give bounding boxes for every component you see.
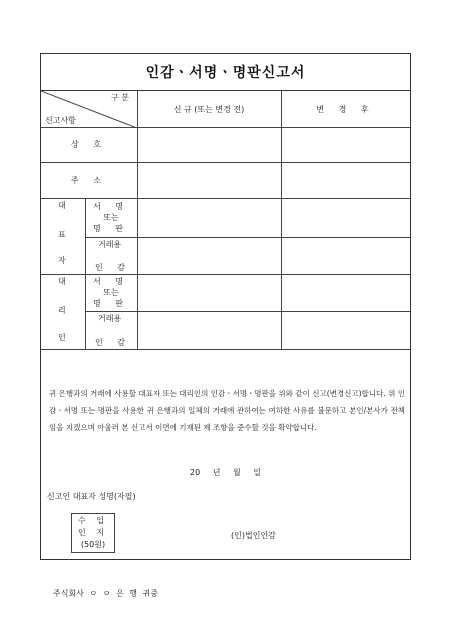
agent-seal-changed[interactable] — [282, 312, 409, 348]
representative-seal-new[interactable] — [138, 238, 280, 273]
agent-sign-new[interactable] — [138, 275, 280, 310]
representative-sign-new[interactable] — [138, 199, 280, 236]
agent-seal-new[interactable] — [138, 312, 280, 348]
company-changed-value[interactable] — [282, 128, 409, 161]
agent-label: 대 리 인 — [58, 277, 66, 342]
address-label: 주 소 — [71, 175, 107, 185]
representative-seal-label: 거래용 인 감 — [95, 240, 131, 272]
header-changed: 변 경 후 — [316, 105, 375, 114]
agent-sign-label: 서 명 또는 명 판 — [93, 277, 129, 308]
representative-label: 대 표 자 — [58, 201, 66, 265]
revenue-stamp-box: 수 입 인 지 (50원) — [71, 513, 115, 553]
agent-sign-changed[interactable] — [282, 275, 409, 310]
bank-addressee: 주식회사 ㅇ ㅇ 은 행 귀중 — [53, 589, 158, 598]
company-label: 상 호 — [71, 140, 107, 149]
representative-sign-label: 서 명 또는 명 판 — [93, 202, 129, 233]
form-title: 인감ㆍ서명ㆍ명판신고서 — [41, 54, 410, 91]
representative-seal-changed[interactable] — [282, 238, 409, 273]
signer-label: 신고인 대표자 성명(자필) — [47, 492, 136, 501]
divider — [41, 349, 410, 350]
representative-sign-changed[interactable] — [282, 199, 409, 236]
declaration-text: 귀 은행과의 거래에 사용할 대표자 또는 대리인의 인감ㆍ서명ㆍ명판을 위와 같이 신고(변경신고)합니다. 위 인감ㆍ서명 또는 명판을 사용한 귀 은행과의 일체의 거래에 관하여는 여하한 사유를 불문하고 본인/본사가 전책임을 지겠으며 아울러 본 신고서 이면에 기재된 제 조항을 준수할 것을 확약합니다. — [49, 389, 405, 432]
address-new-value[interactable] — [138, 163, 280, 197]
form-frame — [40, 53, 411, 598]
header-items: 신고사항 — [45, 116, 76, 125]
company-new-value[interactable] — [138, 128, 280, 161]
corporate-seal-label: (인)법인인감 — [231, 531, 276, 540]
date-line: 20 년 월 일 — [190, 468, 261, 477]
header-new: 신 규 (또는 변경 전) — [173, 105, 245, 114]
agent-seal-label: 거래용 인 감 — [95, 314, 131, 347]
header-category: 구 분 — [111, 93, 129, 102]
address-changed-value[interactable] — [282, 163, 409, 197]
